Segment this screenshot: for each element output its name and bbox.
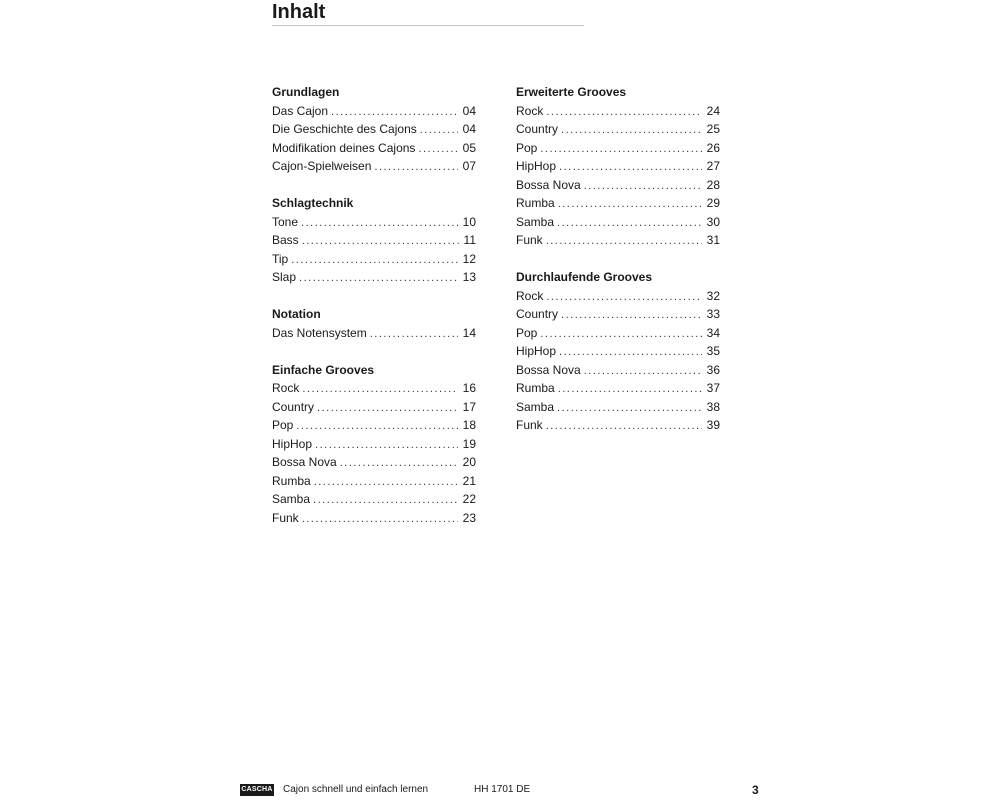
title-divider (272, 25, 584, 26)
dot-leader (317, 399, 458, 418)
toc-entry-page: 27 (706, 159, 720, 173)
publisher-logo: CASCHA (240, 784, 274, 796)
toc-entry-page: 07 (462, 159, 476, 173)
section-heading: Erweiterte Grooves (516, 85, 627, 99)
toc-entry-page: 12 (462, 251, 476, 266)
toc-section (272, 305, 476, 342)
toc-entry[interactable] (272, 453, 476, 472)
toc-entry[interactable] (272, 435, 476, 454)
toc-entry[interactable] (272, 120, 476, 139)
toc-entry-label: HipHop (516, 159, 557, 173)
toc-entry-page: 31 (706, 233, 720, 247)
toc-entry-label: Bossa Nova (516, 362, 581, 377)
toc-entry-page: 25 (706, 122, 720, 136)
toc-entry-page: 20 (462, 455, 476, 469)
section-heading: Notation (272, 307, 321, 321)
toc-entry[interactable] (272, 324, 476, 343)
dot-leader (301, 214, 458, 233)
section-heading: Grundlagen (272, 85, 340, 99)
toc-entry-label: Funk (516, 233, 543, 247)
toc-entry-label: Tip (272, 251, 289, 266)
dot-leader (302, 232, 459, 251)
dot-leader (584, 177, 702, 196)
toc-entry-page: 11 (463, 233, 476, 247)
toc-entry-page: 39 (706, 418, 720, 432)
dot-leader (291, 251, 457, 270)
toc-entry-page: 23 (462, 510, 476, 525)
toc-entry-label: Country (272, 399, 315, 414)
dot-leader (561, 121, 702, 140)
toc-entry[interactable] (516, 120, 720, 139)
toc-entry[interactable] (272, 490, 476, 509)
section-heading: Schlagtechnik (272, 196, 354, 210)
section-heading: Durchlaufende Grooves (516, 270, 653, 284)
toc-entry-label: Rumba (516, 196, 555, 210)
toc-entry-page: 13 (462, 270, 476, 284)
toc-entry-label: Country (516, 307, 559, 321)
dot-leader (418, 140, 457, 159)
toc-entry-page: 21 (462, 473, 476, 488)
page-title: Inhalt (272, 1, 326, 23)
dot-leader (299, 269, 458, 288)
toc-entry-page: 05 (462, 140, 476, 155)
dot-leader (313, 491, 458, 510)
toc-section (272, 194, 476, 287)
page-footer (0, 782, 1000, 798)
toc-entry-label: HipHop (516, 344, 557, 358)
dot-leader (559, 343, 702, 362)
toc-entry[interactable] (272, 416, 476, 435)
toc-entry[interactable] (272, 472, 476, 491)
toc-entry-page: 34 (706, 325, 720, 340)
dot-leader (374, 158, 457, 177)
toc-entry[interactable] (516, 287, 720, 306)
toc-entry-label: Tone (272, 214, 299, 229)
dot-leader (546, 288, 701, 307)
toc-section (272, 361, 476, 528)
toc-entry[interactable] (272, 213, 476, 232)
toc-entry-label: Pop (516, 140, 538, 155)
dot-leader (420, 121, 458, 140)
dot-leader (561, 306, 702, 325)
dot-leader (546, 103, 701, 122)
toc-entry-label: Country (516, 122, 559, 136)
toc-entry-label: Rumba (516, 381, 555, 395)
toc-entry[interactable] (272, 139, 476, 158)
toc-entry[interactable] (516, 176, 720, 195)
toc-entry-label: Bossa Nova (272, 455, 337, 469)
toc-entry-page: 18 (462, 418, 476, 432)
dot-leader (546, 232, 702, 251)
dot-leader (314, 473, 458, 492)
toc-entry-page: 24 (706, 103, 720, 118)
toc-entry-label: Funk (272, 510, 299, 525)
toc-entry-page: 29 (706, 196, 720, 210)
dot-leader (296, 417, 457, 436)
book-title: Cajon schnell und einfach lernen (283, 784, 429, 795)
toc-entry-page: 04 (462, 103, 476, 118)
toc-section (516, 83, 720, 250)
toc-entry[interactable] (272, 250, 476, 269)
toc-entry-label: Pop (272, 418, 294, 432)
toc-entry-label: Pop (516, 325, 538, 340)
dot-leader (315, 436, 458, 455)
toc-entry-label: Bossa Nova (516, 177, 581, 192)
dot-leader (557, 399, 702, 418)
toc-entry-page: 37 (706, 381, 720, 395)
toc-entry-page: 32 (706, 288, 720, 303)
toc-entry[interactable] (516, 342, 720, 361)
toc-entry-label: Rumba (272, 473, 311, 488)
toc-entry-page: 14 (462, 325, 476, 340)
toc-entry-label: Rock (272, 381, 300, 395)
toc-entry[interactable] (516, 324, 720, 343)
toc-entry-label: Samba (516, 214, 555, 229)
toc-entry[interactable] (272, 398, 476, 417)
product-code: HH 1701 DE (474, 784, 531, 795)
toc-entry-label: Die Geschichte des Cajons (272, 122, 417, 136)
toc-entry-page: 36 (706, 362, 720, 377)
toc-entry[interactable] (272, 102, 476, 121)
dot-leader (559, 158, 702, 177)
toc-entry[interactable] (272, 231, 476, 250)
toc-column-right (516, 83, 720, 453)
toc-entry-page: 16 (462, 381, 476, 395)
toc-entry-label: Cajon-Spielweisen (272, 159, 372, 173)
toc-entry-label: Rock (516, 288, 544, 303)
dot-leader (558, 195, 702, 214)
toc-entry[interactable] (516, 102, 720, 121)
dot-leader (557, 214, 702, 233)
dot-leader (302, 380, 457, 399)
toc-entry-page: 17 (462, 399, 476, 414)
toc-entry-label: Samba (272, 492, 311, 506)
toc-entry[interactable] (516, 194, 720, 213)
section-heading: Einfache Grooves (272, 362, 375, 377)
toc-entry-label: HipHop (272, 436, 313, 451)
toc-entry[interactable] (516, 416, 720, 435)
toc-section (516, 268, 720, 435)
dot-leader (558, 380, 702, 399)
toc-entry-label: Slap (272, 270, 297, 284)
dot-leader (584, 362, 702, 381)
dot-leader (370, 325, 458, 344)
toc-entry[interactable] (516, 157, 720, 176)
toc-entry-label: Modifikation deines Cajons (272, 140, 416, 155)
toc-entry-page: 28 (706, 177, 720, 192)
dot-leader (540, 140, 701, 159)
toc-entry[interactable] (516, 379, 720, 398)
toc-entry[interactable] (272, 157, 476, 176)
toc-entry-label: Rock (516, 103, 544, 118)
toc-entry[interactable] (516, 305, 720, 324)
dot-leader (331, 103, 458, 122)
toc-entry-page: 10 (462, 214, 476, 229)
toc-column-left (272, 83, 476, 546)
toc-entry-page: 19 (462, 436, 476, 451)
toc-entry-page: 26 (706, 140, 720, 155)
toc-entry-label: Das Notensystem (272, 325, 367, 340)
toc-entry[interactable] (516, 213, 720, 232)
toc-entry[interactable] (272, 509, 476, 528)
toc-entry-page: 22 (462, 492, 476, 506)
page-number: 3 (752, 783, 759, 797)
toc-entry-label: Funk (516, 418, 543, 432)
toc-entry[interactable] (516, 139, 720, 158)
toc-entry[interactable] (516, 361, 720, 380)
dot-leader (546, 417, 702, 436)
toc-entry[interactable] (516, 231, 720, 250)
dot-leader (340, 454, 458, 473)
toc-entry[interactable] (272, 268, 476, 287)
toc-entry-page: 35 (706, 344, 720, 358)
dot-leader (540, 325, 701, 344)
toc-entry-page: 38 (706, 399, 720, 414)
toc-entry-page: 33 (706, 307, 720, 321)
dot-leader (302, 510, 458, 529)
toc-entry-label: Bass (272, 233, 299, 247)
toc-entry[interactable] (272, 379, 476, 398)
toc-entry[interactable] (516, 398, 720, 417)
toc-section (272, 83, 476, 176)
toc-entry-page: 04 (462, 122, 476, 136)
toc-entry-label: Samba (516, 399, 555, 414)
toc-entry-page: 30 (706, 214, 720, 229)
toc-entry-label: Das Cajon (272, 103, 329, 118)
